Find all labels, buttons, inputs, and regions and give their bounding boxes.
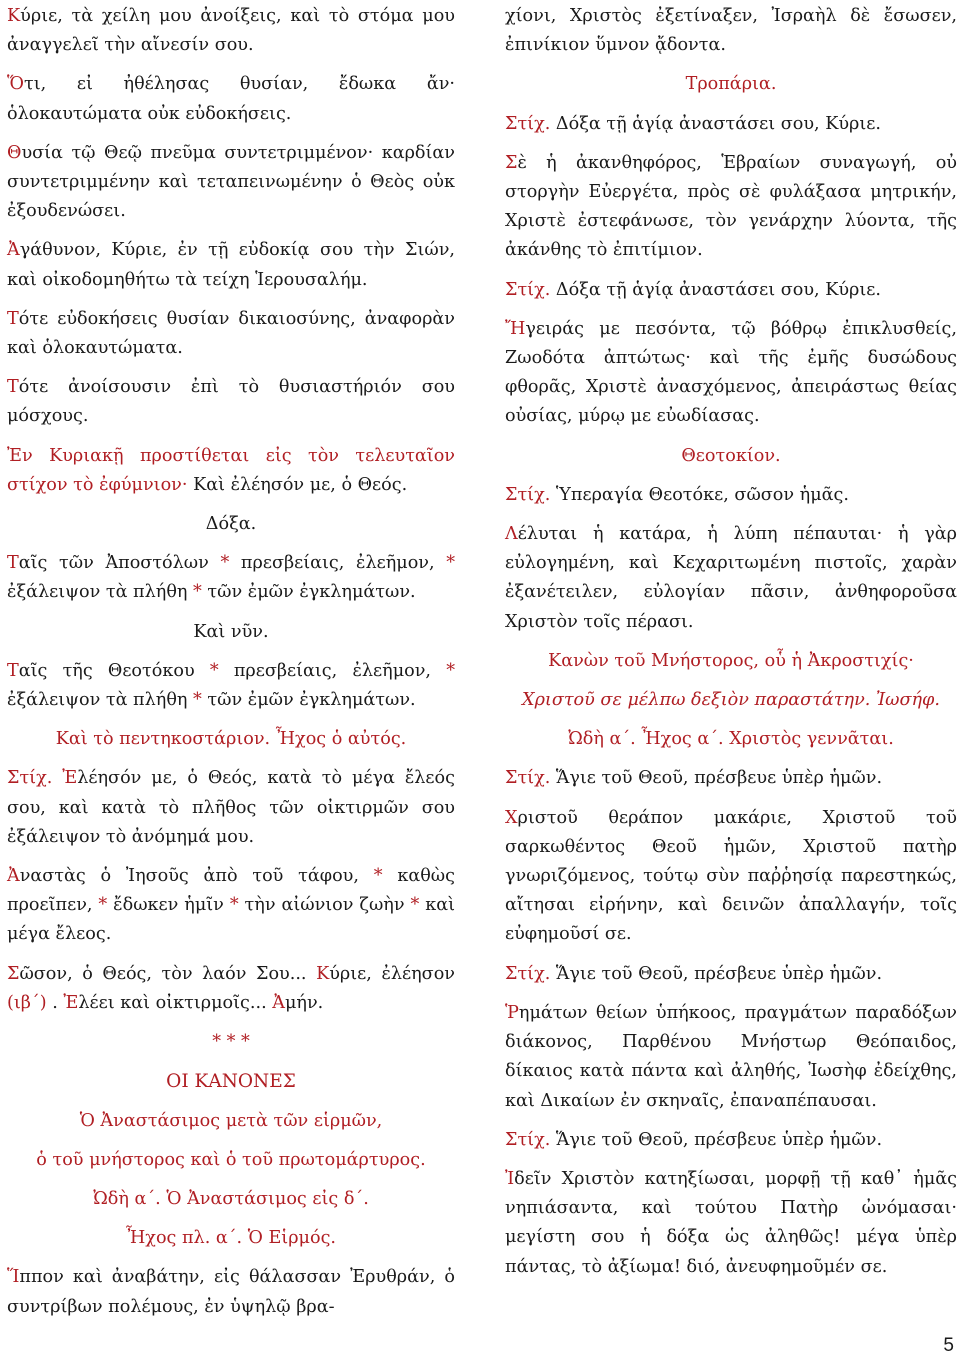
body-text: χίονι, Χριστὸς ἐξετίναξεν, Ἰσραὴλ δὲ ἔσωσεν, ἐπινίκιον ὕμνον ᾄδοντα.	[505, 6, 957, 56]
rubric-text: *	[220, 553, 230, 574]
rubric-text: *	[98, 895, 108, 916]
right-paragraph	[505, 686, 957, 715]
rubric-text: Λ	[505, 524, 518, 545]
body-text: Δόξα τῇ ἁγίᾳ ἀναστάσει σου, Κύριε.	[555, 113, 881, 134]
body-text: καὶ μέγα ἔλεος.	[7, 895, 455, 945]
right-paragraph	[505, 647, 957, 676]
rubric-text: Τ	[7, 553, 19, 574]
left-paragraph	[7, 510, 455, 539]
rubric-text: Χ	[505, 807, 518, 828]
body-text: ημάτων θείων ὑπήκοος, πραγμάτων παραδόξων διάκονος, Παρθένου Μνήστωρ Θεόπαιδος, δίκαιος κατὰ πάντα καὶ ἀληθής, Ἰωσὴφ ἐδείχθης, καὶ Δικαίων ἐν σκηναῖς, ἐπαναπέπαυσαι.	[505, 1002, 957, 1111]
page-number: 5	[943, 1335, 954, 1356]
rubric-text: *	[193, 690, 202, 711]
body-text: ριστοῦ θεράπον μακάριε, Χριστοῦ τοῦ σαρκωθέντος Θεοῦ ἡμῶν, Χριστοῦ πατὴρ γνωριζόμενος, τούτῳ σὺν παῤῥησίᾳ παρεστηκώς, αἴτησαι εἰρήνην, καὶ δεινῶν ἀπαλλαγήν, τοῖς εὐφημοῦσί σε.	[505, 807, 957, 945]
rubric-text: *	[209, 660, 219, 681]
left-paragraph	[7, 1263, 455, 1321]
right-paragraph	[505, 481, 957, 510]
rubric-text: *	[373, 866, 383, 887]
body-text: ἔδωκεν ἡμῖν	[107, 895, 230, 916]
rubric-text: * * *	[212, 1032, 250, 1053]
body-text: .	[46, 992, 64, 1013]
right-paragraph	[505, 110, 957, 139]
body-text: Ἅγιε τοῦ Θεοῦ, πρέσβευε ὑπὲρ ἡμῶν.	[555, 1129, 883, 1150]
rubric-text: Στίχ.	[505, 1129, 556, 1150]
left-column	[7, 2, 455, 1332]
body-text: Ἅγιε τοῦ Θεοῦ, πρέσβευε ὑπὲρ ἡμῶν.	[555, 768, 883, 789]
body-text: ύριε, ἐλέησον	[329, 963, 455, 984]
body-text: ναστὰς ὁ Ἰησοῦς ἀπὸ τοῦ τάφου,	[19, 866, 374, 887]
rubric-text: Ἐν Κυριακῇ προστίθεται εἰς τὸν τελευταῖον στίχον τὸ ἐφύμνιον·	[7, 445, 455, 495]
rubric-text: Τροπάρια.	[685, 74, 777, 95]
right-column	[505, 2, 957, 1292]
body-text: γειράς με πεσόντα, τῷ βόθρῳ ἐπικλυσθείς, Ζωοδότα ἀπτώτως· καὶ τῆς ἐμῆς δυσώδους φθορᾶς, Χριστὲ ἀνασχόμενος, ἀπειράστως θείας οὐσίας, μύρῳ με εὐωδίασας.	[505, 318, 957, 427]
rubric-text: Καὶ τὸ πεντηκοστάριον. Ἦχος ὁ αὐτός.	[55, 729, 407, 750]
left-paragraph	[7, 139, 455, 227]
rubric-text: *	[229, 895, 239, 916]
right-paragraph	[505, 1126, 957, 1155]
rubric-text: Ἀ	[7, 240, 20, 261]
right-paragraph	[505, 804, 957, 950]
rubric-text: *	[446, 553, 456, 574]
body-text: ἐξάλειψον τὰ πλήθη	[7, 690, 194, 711]
left-paragraph	[7, 1224, 455, 1253]
body-text: τὴν αἰώνιον ζωὴν	[238, 895, 411, 916]
rubric-text: ΟΙ ΚΑΝΟΝΕΣ	[166, 1071, 296, 1093]
left-paragraph	[7, 1107, 455, 1136]
right-paragraph	[505, 520, 957, 637]
body-text: υσία τῷ Θεῷ πνεῦμα συντετριμμένον· καρδίαν συντετριμμένην καὶ τεταπεινωμένην ὁ Θεὸς οὐκ ἐξουδενώσει.	[7, 142, 455, 222]
rubric-text: Κανὼν τοῦ Μνήστορος, οὗ ἡ Ἀκροστιχίς·	[548, 650, 914, 671]
left-paragraph	[7, 657, 455, 715]
rubric-text: Στίχ.	[505, 279, 556, 300]
body-text: έλυται ἡ κατάρα, ἡ λύπη πέπαυται· ἡ γὰρ εὐλογημένη, καὶ Κεχαριτωμένη πιστοῖς, χαρὰν ἐξανέτειλεν, εὐλογίαν πᾶσιν, ἀνθηφοροῦσα Χριστὸν τοῖς πέρασι.	[505, 524, 957, 632]
body-text: Καὶ νῦν.	[193, 621, 269, 642]
body-text: καθὼς προεῖπεν,	[7, 866, 455, 916]
rubric-text: Ἐ	[63, 992, 79, 1013]
rubric-text: Ἵ	[7, 1267, 20, 1288]
body-text: ἐξάλειψον τὰ πλήθη	[7, 582, 194, 603]
rubric-text: *	[193, 582, 202, 603]
left-paragraph	[7, 236, 455, 294]
rubric-text: Στίχ.	[505, 113, 556, 134]
left-paragraph	[7, 305, 455, 363]
rubric-text: ὁ τοῦ μνήστορος καὶ ὁ τοῦ πρωτομάρτυρος.	[36, 1149, 426, 1170]
body-text: ύριε, τὰ χείλη μου ἀνοίξεις, καὶ τὸ στόμα μου ἀναγγελεῖ τὴν αἴνεσίν σου.	[7, 6, 455, 56]
body-text: λέει καὶ οἰκτιρμοῖς...	[78, 992, 273, 1013]
right-paragraph	[505, 1165, 957, 1282]
rubric-text: Στίχ. Ἐ	[7, 768, 78, 789]
left-paragraph	[7, 1146, 455, 1175]
rubric-text: Σ	[505, 152, 518, 173]
body-text: αῖς τῶν Ἀποστόλων	[18, 553, 221, 574]
rubric-text: Ἰ	[505, 1168, 515, 1189]
rubric-text: Χριστοῦ σε μέλπω δεξιὸν παραστάτην. Ἰωσήφ.	[522, 690, 940, 711]
body-text: ὲ ἡ ἀκανθηφόρος, Ἑβραίων συναγωγή, οὐ στοργὴν Εὐεργέτα, πρὸς σὲ φυλάξασα μητρικήν, Χριστὲ ἐστεφάνωσε, τὸν γενάρχην λύοντα, τῆς ἀκάνθης τὸ ἐπιτίμιον.	[505, 152, 957, 261]
left-paragraph	[7, 862, 455, 950]
body-text: ότε ἀνοίσουσιν ἐπὶ τὸ θυσιαστήριόν σου μόσχους.	[7, 377, 455, 427]
left-paragraph	[7, 70, 455, 128]
right-paragraph	[505, 725, 957, 754]
rubric-text: Ἦχος πλ. α΄. Ὁ Εἱρμός.	[125, 1228, 337, 1249]
left-paragraph	[7, 442, 455, 500]
right-paragraph	[505, 999, 957, 1116]
left-paragraph	[7, 1028, 455, 1057]
rubric-text: Ἤ	[505, 318, 526, 339]
left-paragraph	[7, 1067, 455, 1096]
body-text: Δόξα.	[205, 514, 257, 535]
body-text: ππον καὶ ἀναβάτην, εἰς θάλασσαν Ἐρυθράν, ὁ συντρίβων πολέμους, ἐν ὑψηλῷ βρα-	[7, 1267, 455, 1317]
rubric-text: Ῥ	[505, 1002, 519, 1023]
body-text: Ὑπεραγία Θεοτόκε, σῶσον ἡμᾶς.	[555, 484, 849, 505]
body-text: Καὶ ἐλέησόν με, ὁ Θεός.	[193, 474, 408, 495]
rubric-text: Τ	[7, 660, 19, 681]
right-paragraph	[505, 149, 957, 266]
rubric-text: Ὠδὴ α΄. Ὁ Ἀναστάσιμος εἰς δ΄.	[93, 1188, 369, 1209]
left-paragraph	[7, 2, 455, 60]
rubric-text: Ὅ	[7, 74, 24, 95]
body-text: μήν.	[284, 992, 324, 1013]
rubric-text: Θεοτοκίον.	[681, 445, 781, 466]
rubric-text: Σ	[7, 963, 20, 984]
body-text: λέησόν με, ὁ Θεός, κατὰ τὸ μέγα ἔλεός σου, καὶ κατὰ τὸ πλῆθος τῶν οἰκτιρμῶν σου ἐξάλειψον τὸ ἀνόμημά μου.	[7, 768, 455, 847]
right-paragraph	[505, 442, 957, 471]
body-text: Ἅγιε τοῦ Θεοῦ, πρέσβευε ὑπὲρ ἡμῶν.	[555, 963, 883, 984]
body-text: πρεσβείαις, ἐλεῆμον,	[218, 660, 447, 681]
rubric-text: Τ	[7, 377, 19, 398]
left-paragraph	[7, 373, 455, 431]
rubric-text: Στίχ.	[505, 963, 556, 984]
body-text: πρεσβείαις, ἐλεῆμον,	[229, 553, 447, 574]
body-text: δεῖν Χριστὸν κατηξίωσαι, μορφῇ τῇ καθ᾽ ἡμᾶς νηπιάσαντα, καὶ τούτου Πατὴρ ὠνόμασαι· μεγίστη σου ἡ δόξα ὡς ἀληθῶς! μέγα ὑπὲρ πάντας, τὸ ἀξίωμα! διό, ἀνευφημοῦμέν σε.	[505, 1168, 957, 1277]
rubric-text: Ὠδὴ α΄. Ἦχος α΄. Χριστὸς γεννᾶται.	[568, 729, 894, 750]
rubric-text: *	[410, 895, 420, 916]
left-paragraph	[7, 725, 455, 754]
rubric-text: Κ	[316, 963, 330, 984]
rubric-text: Στίχ.	[505, 484, 556, 505]
left-paragraph	[7, 549, 455, 607]
rubric-text: (ιβ΄)	[7, 992, 47, 1013]
left-paragraph	[7, 960, 455, 1018]
right-paragraph	[505, 315, 957, 432]
left-paragraph	[7, 618, 455, 647]
right-paragraph	[505, 764, 957, 793]
body-text: ῶσον, ὁ Θεός, τὸν λαόν Σου...	[19, 963, 317, 984]
body-text: τῶν ἐμῶν ἐγκλημάτων.	[201, 582, 416, 603]
body-text: ότε εὐδοκήσεις θυσίαν δικαιοσύνης, ἀναφορὰν καὶ ὁλοκαυτώματα.	[7, 308, 455, 359]
right-paragraph	[505, 276, 957, 305]
right-paragraph	[505, 960, 957, 989]
right-paragraph	[505, 70, 957, 99]
rubric-text: Τ	[7, 308, 19, 329]
left-paragraph	[7, 1185, 455, 1214]
rubric-text: Στίχ.	[505, 768, 556, 789]
rubric-text: Ὁ Ἀναστάσιμος μετὰ τῶν εἱρμῶν,	[79, 1110, 383, 1131]
rubric-text: Ἀ	[7, 866, 20, 887]
rubric-text: *	[446, 660, 455, 681]
body-text: τῶν ἐμῶν ἐγκλημάτων.	[201, 690, 416, 711]
body-text: αῖς τῆς Θεοτόκου	[18, 660, 210, 681]
body-text: Δόξα τῇ ἁγίᾳ ἀναστάσει σου, Κύριε.	[555, 279, 881, 300]
body-text: γάθυνον, Κύριε, ἐν τῇ εὐδοκίᾳ σου τὴν Σιών, καὶ οἰκοδομηθήτω τὰ τείχη Ἱερουσαλήμ.	[7, 240, 455, 290]
rubric-text: Ἀ	[272, 992, 285, 1013]
left-paragraph	[7, 764, 455, 852]
right-paragraph	[505, 2, 957, 60]
rubric-text: Θ	[7, 142, 22, 163]
rubric-text: Κ	[7, 6, 21, 26]
body-text: τι, εἰ ἠθέλησας θυσίαν, ἔδωκα ἄν· ὁλοκαυτώματα οὐκ εὐδοκήσεις.	[7, 74, 455, 124]
